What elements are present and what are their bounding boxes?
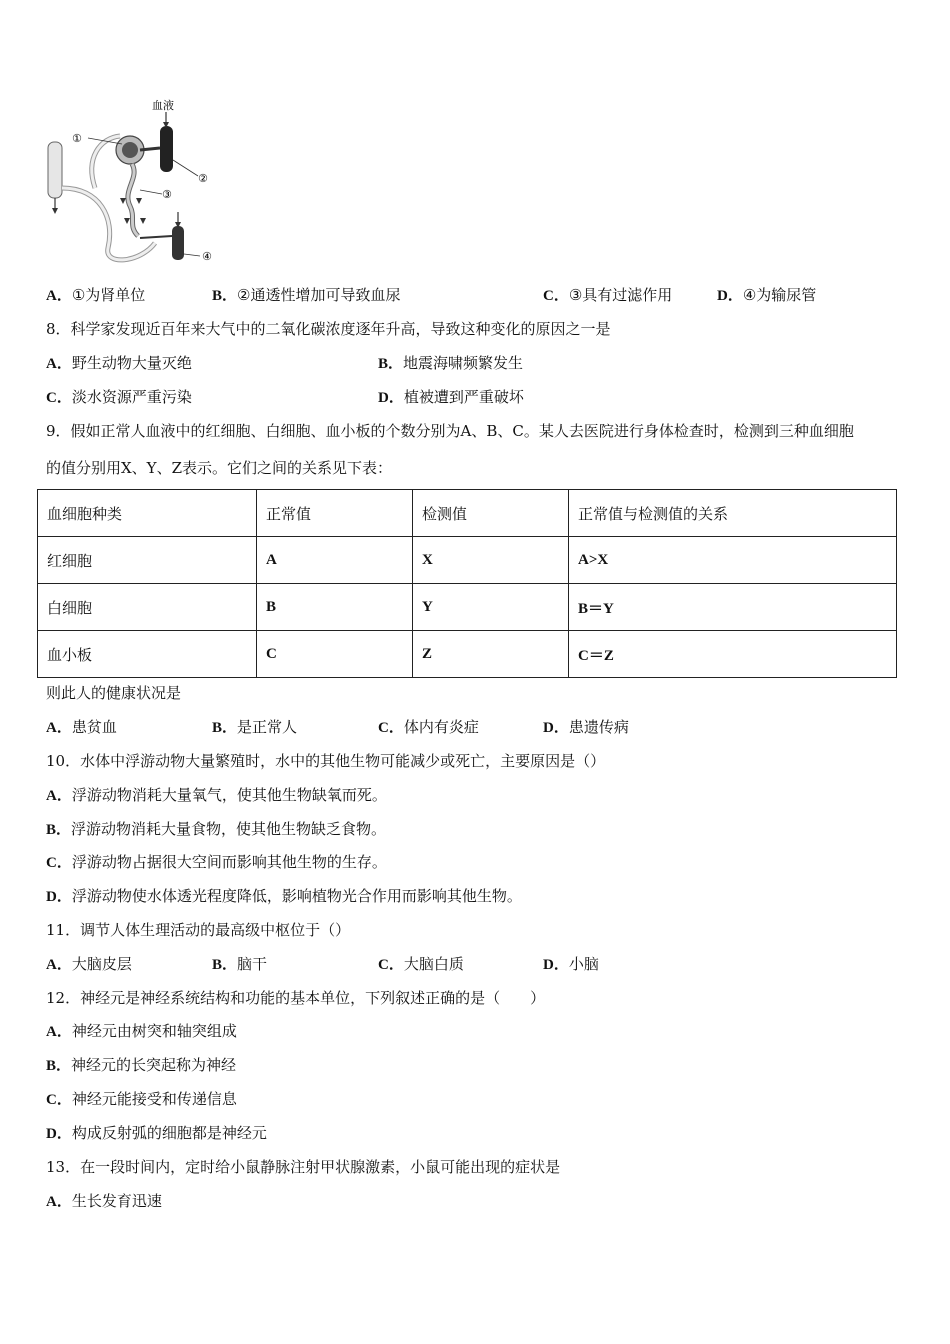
label-1: ①	[72, 132, 82, 145]
q7-option-d[interactable]: D．④为输尿管	[717, 286, 817, 304]
q8-stem: 8．科学家发现近百年来大气中的二氧化碳浓度逐年升高，导致这种变化的原因之一是	[46, 320, 611, 338]
q10-option-d[interactable]: D．浮游动物使水体透光程度降低，影响植物光合作用而影响其他生物。	[46, 887, 522, 905]
q9-stem-line2: 的值分别用X、Y、Z表示。它们之间的关系见下表：	[46, 459, 393, 477]
q10-option-b[interactable]: B．浮游动物消耗大量食物，使其他生物缺乏食物。	[46, 820, 387, 838]
q11-option-c[interactable]: C．大脑白质	[378, 955, 464, 973]
q9-option-a[interactable]: A．患贫血	[46, 718, 117, 736]
table-header-row	[38, 490, 897, 537]
q10-option-a[interactable]: A．浮游动物消耗大量氧气，使其他生物缺氧而死。	[46, 786, 387, 804]
table-row	[38, 537, 897, 584]
label-2: ②	[198, 172, 208, 185]
q9-option-c[interactable]: C．体内有炎症	[378, 718, 479, 736]
q11-option-b[interactable]: B．脑干	[212, 955, 268, 973]
table-cell: C	[257, 631, 413, 678]
table-cell: 白细胞	[38, 584, 257, 631]
table-cell: 红细胞	[38, 537, 257, 584]
table-header-cell: 血细胞种类	[38, 490, 257, 537]
q12-option-d[interactable]: D．构成反射弧的细胞都是神经元	[46, 1124, 267, 1142]
table-cell: B＝Y	[569, 584, 897, 631]
q11-option-a[interactable]: A．大脑皮层	[46, 955, 132, 973]
table-row	[38, 584, 897, 631]
q12-option-c[interactable]: C．神经元能接受和传递信息	[46, 1090, 237, 1108]
q10-stem: 10．水体中浮游动物大量繁殖时，水中的其他生物可能减少或死亡，主要原因是（）	[46, 752, 606, 770]
nephron-figure	[40, 98, 230, 273]
table-header-cell: 正常值	[257, 490, 413, 537]
q8-option-a[interactable]: A．野生动物大量灭绝	[46, 354, 192, 372]
table-cell: A	[257, 537, 413, 584]
table-cell: B	[257, 584, 413, 631]
blood-cell-table	[37, 489, 897, 678]
table-header-cell: 检测值	[413, 490, 569, 537]
table-cell: C＝Z	[569, 631, 897, 678]
table-cell: Z	[413, 631, 569, 678]
table-cell: X	[413, 537, 569, 584]
nephron-diagram	[40, 98, 230, 273]
table-cell: 血小板	[38, 631, 257, 678]
q13-stem: 13．在一段时间内，定时给小鼠静脉注射甲状腺激素，小鼠可能出现的症状是	[46, 1158, 561, 1176]
q12-option-a[interactable]: A．神经元由树突和轴突组成	[46, 1022, 237, 1040]
q9-after-text: 则此人的健康状况是	[46, 684, 182, 702]
q7-option-a[interactable]: A．①为肾单位	[46, 286, 146, 304]
label-blood: 血液	[152, 99, 174, 112]
q12-stem: 12．神经元是神经系统结构和功能的基本单位，下列叙述正确的是（ ）	[46, 989, 546, 1007]
q7-option-c[interactable]: C．③具有过滤作用	[543, 286, 673, 304]
q7-option-b[interactable]: B．②通透性增加可导致血尿	[212, 286, 401, 304]
q11-option-d[interactable]: D．小脑	[543, 955, 599, 973]
table-cell: Y	[413, 584, 569, 631]
q11-stem: 11．调节人体生理活动的最高级中枢位于（）	[46, 921, 351, 939]
q13-option-a[interactable]: A．生长发育迅速	[46, 1192, 162, 1210]
q8-option-c[interactable]: C．淡水资源严重污染	[46, 388, 192, 406]
q9-option-b[interactable]: B．是正常人	[212, 718, 298, 736]
q9-stem-line1: 9．假如正常人血液中的红细胞、白细胞、血小板的个数分别为A、B、C。某人去医院进行身体检查时，检测到三种血细胞	[46, 422, 854, 440]
table-row	[38, 631, 897, 678]
q8-option-b[interactable]: B．地震海啸频繁发生	[378, 354, 524, 372]
q9-option-d[interactable]: D．患遗传病	[543, 718, 629, 736]
q8-option-d[interactable]: D．植被遭到严重破坏	[378, 388, 524, 406]
table-cell: A>X	[569, 537, 897, 584]
label-3: ③	[162, 188, 172, 201]
table-header-cell: 正常值与检测值的关系	[569, 490, 897, 537]
q12-option-b[interactable]: B．神经元的长突起称为神经	[46, 1056, 237, 1074]
label-4: ④	[202, 250, 212, 263]
q10-option-c[interactable]: C．浮游动物占据很大空间而影响其他生物的生存。	[46, 853, 387, 871]
